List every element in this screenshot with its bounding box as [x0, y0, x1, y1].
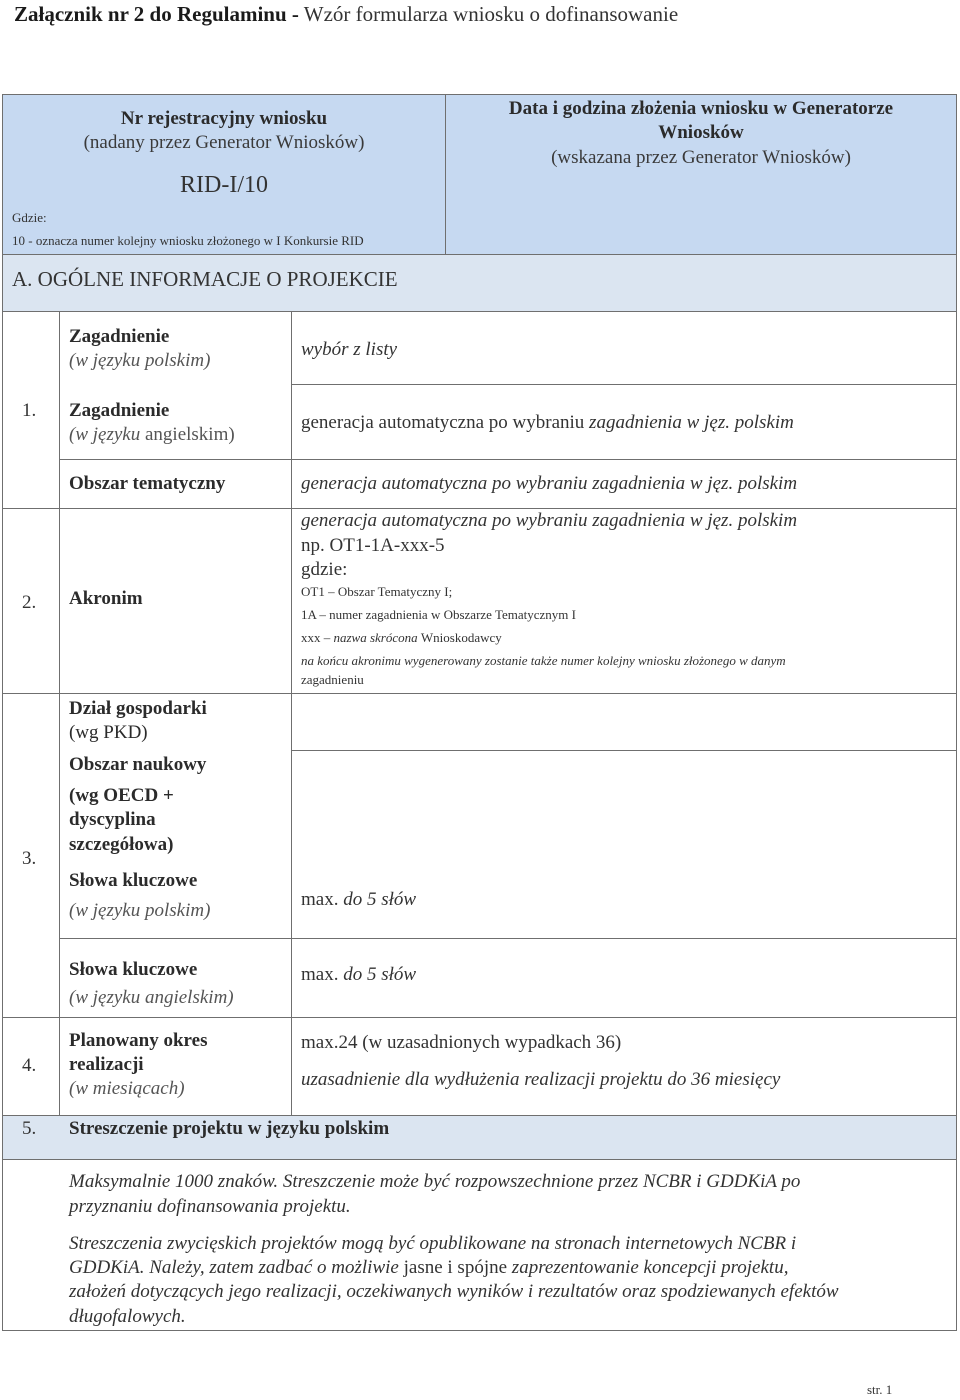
registration-sublabel: (nadany przez Generator Wniosków) [83, 132, 365, 153]
keywords-en-value-b: do 5 słów [338, 964, 417, 985]
acronym-value-line6-c: Wnioskodawcy [420, 630, 502, 645]
summary-note-2-line2-b: jasne i spójne [403, 1257, 508, 1278]
topic-en-value-2: zagadnienia w jęz. polskim [589, 412, 794, 433]
summary-note-2-line3: założeń dotyczących jego realizacji, oczekiwanych wyników i rezultatów oraz spodziewanych efektów [69, 1281, 839, 1302]
acronym-value-line2: np. OT1-1A-xxx-5 [301, 535, 445, 556]
keywords-pl-value-a: max. [301, 889, 339, 910]
duration-sublabel: (w miesiącach) [69, 1078, 185, 1099]
acronym-value-line3: gdzie: [301, 559, 348, 580]
section-a-title: A. OGÓLNE INFORMACJE O PROJEKCIE [12, 267, 398, 291]
row-line [2, 693, 957, 694]
document-title-rest: Wzór formularza wniosku o dofinansowanie [298, 2, 679, 26]
pkd-label: Dział gospodarki [69, 698, 207, 719]
keywords-pl-label: Słowa kluczowe [69, 870, 198, 891]
thematic-area-label: Obszar tematyczny [69, 473, 226, 494]
row-number: 1. [22, 400, 37, 421]
oecd-label-4: szczegółowa) [69, 834, 174, 855]
registration-label: Nr rejestracyjny wniosku [120, 108, 328, 129]
topic-en-label: Zagadnienie [69, 400, 170, 421]
topic-pl-label: Zagadnienie [69, 326, 170, 347]
row-number: 2. [22, 592, 37, 613]
topic-en-value-1: generacja automatyczna po wybraniu [301, 412, 590, 433]
oecd-label-3: dyscyplina [69, 809, 156, 830]
submission-sublabel: (wskazana przez Generator Wniosków) [551, 147, 851, 168]
duration-label-1: Planowany okres [69, 1030, 208, 1051]
oecd-label-1: Obszar naukowy [69, 754, 207, 775]
summary-note-1-line2: przyznaniu dofinansowania projektu. [69, 1196, 351, 1217]
keywords-en-sublabel: (w języku angielskim) [69, 987, 234, 1008]
registration-value: RID-I/10 [180, 172, 268, 198]
acronym-value-line8: zagadnieniu [301, 672, 364, 687]
summary-note-1-line1: Maksymalnie 1000 znaków. Streszczenie może być rozpowszechnione przez NCBR i GDDKiA po [69, 1171, 801, 1192]
oecd-label-2: (wg OECD + [69, 785, 174, 806]
summary-note-2-line2-a: GDDKiA. Należy, zatem zadbać o możliwie [69, 1257, 404, 1278]
summary-label: Streszczenie projektu w języku polskim [69, 1118, 390, 1139]
document-title-bold: Załącznik nr 2 do Regulaminu - [14, 2, 299, 26]
document-title [14, 2, 678, 27]
acronym-value-line7: na końcu akronimu wygenerowany zostanie także numer kolejny wniosku złożonego w danym [301, 653, 786, 668]
row-number: 5. [22, 1118, 37, 1139]
duration-label-2: realizacji [69, 1054, 144, 1075]
acronym-value-line5: 1A – numer zagadnienia w Obszarze Tematycznym I [301, 607, 576, 622]
summary-note-2-line1: Streszczenia zwycięskich projektów mogą być opublikowane na stronach internetowych NCBR i [69, 1233, 797, 1254]
row-line [59, 938, 957, 939]
submission-label-1: Data i godzina złożenia wniosku w Generatorze [508, 98, 894, 119]
topic-pl-sublabel: (w języku polskim) [69, 350, 211, 371]
acronym-value-line4: OT1 – Obszar Tematyczny I; [301, 584, 453, 599]
col-divider-value [291, 311, 292, 1115]
submission-label-2: Wniosków [658, 122, 744, 143]
duration-value-2: uzasadnienie dla wydłużenia realizacji projektu do 36 miesięcy [301, 1069, 781, 1090]
row-number: 3. [22, 848, 37, 869]
topic-pl-value: wybór z listy [301, 339, 398, 360]
acronym-value-line6-b: nazwa skrócona [333, 630, 421, 645]
duration-value-1: max.24 (w uzasadnionych wypadkach 36) [301, 1032, 622, 1053]
page-number: str. 1 [867, 1382, 893, 1397]
keywords-en-value-a: max. [301, 964, 339, 985]
registration-where-text: 10 - oznacza numer kolejny wniosku złożonego w I Konkursie RID [12, 233, 364, 248]
row-line [291, 384, 957, 385]
keywords-en-label: Słowa kluczowe [69, 959, 198, 980]
row-line [2, 1017, 957, 1018]
acronym-label: Akronim [69, 588, 143, 609]
col-divider-number [59, 311, 60, 1115]
row-number: 4. [22, 1055, 37, 1076]
keywords-pl-sublabel: (w języku polskim) [69, 900, 211, 921]
topic-en-sublabel-rest: angielskim) [140, 424, 235, 445]
summary-note-2-line2-c: zaprezentowanie koncepcji projektu, [507, 1257, 789, 1278]
acronym-value-line1: generacja automatyczna po wybraniu zagadnienia w jęz. polskim [301, 510, 798, 531]
topic-en-sublabel-italic: (w języku [69, 424, 141, 445]
acronym-value-line6-a: xxx – [301, 630, 334, 645]
row-line [59, 459, 957, 460]
row-line [291, 750, 957, 751]
row-line [2, 508, 957, 509]
summary-note-2-line4: długofalowych. [69, 1306, 186, 1327]
registration-where-label: Gdzie: [12, 210, 47, 225]
thematic-area-value: generacja automatyczna po wybraniu zagadnienia w jęz. polskim [301, 473, 798, 494]
pkd-sublabel: (wg PKD) [69, 722, 148, 743]
keywords-pl-value-b: do 5 słów [338, 889, 417, 910]
